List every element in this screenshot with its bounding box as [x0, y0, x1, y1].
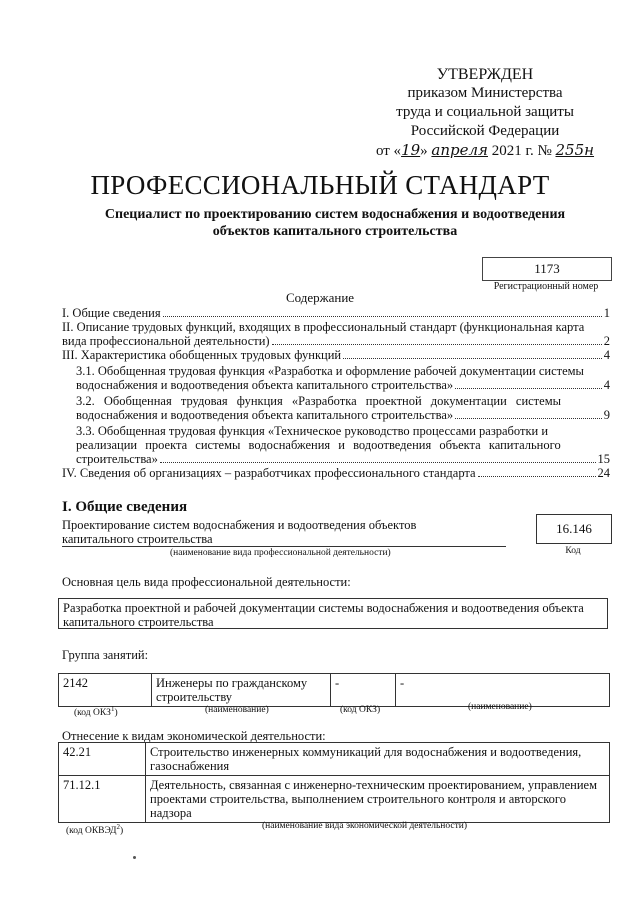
toc-item-3-2: [62, 394, 610, 422]
approval-line3: Российской Федерации: [410, 123, 560, 139]
activity-code-box: 16.146: [536, 514, 612, 544]
code-caption: Код: [565, 546, 581, 556]
document-subtitle: [40, 206, 630, 240]
goal-line1: Разработка проектной и рабочей документации системы водоснабжения и водоотведения объекта: [63, 601, 584, 615]
toc-item-2: [62, 320, 610, 348]
approval-line1: приказом Министерства: [407, 85, 563, 101]
toc-item-label: водоснабжения и водоотведения объекта капитального строительства»: [76, 378, 454, 392]
footnote-marker: 1: [110, 705, 115, 713]
scan-speck: [133, 856, 136, 859]
caption-econ-name: (наименование вида экономической деятельности): [262, 821, 467, 831]
activity-name: [62, 518, 506, 547]
toc-item-label: I. Общие сведения: [62, 306, 161, 320]
toc-item-label: 3.2. Обобщенная трудовая функция «Разработка проектной документации системы: [76, 394, 561, 408]
okz-code-1: 2142: [59, 674, 152, 707]
toc-item-label: IV. Сведения об организациях – разработчиках профессионального стандарта: [62, 466, 476, 480]
toc-page: 24: [597, 466, 610, 480]
toc-item-label: 3.3. Обобщенная трудовая функция «Техническое руководство процессами разработки и: [76, 424, 549, 438]
caption-okved-code-end: ): [119, 826, 124, 837]
toc-item-label: реализации проекта системы водоснабжения и водоотведения объекта капитального: [76, 438, 561, 452]
caption-okz-code: [74, 705, 118, 718]
group-label: Группа занятий:: [62, 648, 149, 662]
caption-okz-code-end: ): [114, 708, 118, 719]
okved-code: 42.21: [59, 743, 146, 776]
toc-page: 4: [603, 378, 610, 392]
toc-item-label: строительства»: [76, 452, 158, 466]
date-prefix: от «: [375, 143, 402, 159]
toc-item-label: II. Описание трудовых функций, входящих в профессиональный стандарт (функциональная карта: [62, 320, 585, 334]
econ-label: Отнесение к видам экономической деятельности:: [62, 729, 326, 743]
activity-line1: Проектирование систем водоснабжения и водоотведения объектов: [62, 518, 417, 532]
okved-name-line: надзора: [150, 806, 192, 820]
okz-name-1-line1: Инженеры по гражданскому: [156, 676, 308, 690]
subtitle-line2: объектов капитального строительства: [212, 224, 458, 239]
caption-okz-code-2: (код ОКЗ): [340, 705, 381, 715]
order-number-handwritten: 255н: [555, 141, 595, 159]
date-mid: »: [420, 143, 428, 159]
toc-item-label: водоснабжения и водоотведения объекта капитального строительства»: [76, 408, 454, 422]
caption-name-2: (наименование): [468, 702, 532, 712]
okved-name-line: Деятельность, связанная с инженерно-техническим проектированием, управлением: [150, 778, 598, 792]
approval-date: [355, 141, 615, 161]
approval-heading: УТВЕРЖДЕН: [436, 66, 534, 83]
toc-heading: Содержание: [285, 290, 355, 305]
table-row: [59, 743, 610, 776]
okved-name: [146, 776, 610, 823]
toc-item-label: III. Характеристика обобщенных трудовых функций: [62, 348, 342, 362]
date-month-handwritten: апреля: [431, 141, 488, 159]
toc-leader: [343, 358, 602, 359]
goal-label: Основная цель вида профессиональной деятельности:: [62, 575, 351, 589]
goal-box: [58, 598, 608, 629]
goal-line2: капитального строительства: [63, 615, 214, 629]
okz-name-1: [152, 674, 331, 707]
activity-caption: (наименование вида профессиональной деятельности): [170, 548, 391, 558]
okved-name: [146, 743, 610, 776]
footnote-marker: 2: [116, 823, 120, 831]
okved-name-line: газоснабжения: [150, 759, 230, 773]
okz-name-1-line2: строительству: [156, 690, 233, 704]
toc-item-4: [62, 466, 610, 480]
toc-page: 15: [597, 452, 610, 466]
date-day-handwritten: 19: [401, 141, 421, 159]
document-title: ПРОФЕССИОНАЛЬНЫЙ СТАНДАРТ: [90, 170, 550, 200]
toc-leader: [455, 388, 602, 389]
registration-number-box: 1173: [482, 257, 612, 281]
toc-item-3: [62, 348, 610, 362]
table-row: [59, 776, 610, 823]
toc-page: 1: [603, 306, 610, 320]
okz-code-2: -: [331, 674, 396, 707]
toc-leader: [272, 344, 602, 345]
econ-activity-table: [58, 742, 610, 823]
toc-item-3-1: [62, 364, 610, 392]
toc-leader: [163, 316, 602, 317]
okz-name-2: -: [396, 674, 610, 707]
toc-item-1: [62, 306, 610, 320]
toc-item-label: вида профессиональной деятельности): [62, 334, 270, 348]
okved-name-line: проектами строительства, выполнением строительного контроля и авторского: [150, 792, 566, 806]
caption-okved-code: [66, 823, 123, 836]
date-year: 2021 г. №: [491, 143, 552, 159]
toc-page: 9: [603, 408, 610, 422]
approval-line2: труда и социальной защиты: [396, 104, 574, 120]
toc-leader: [160, 462, 596, 463]
caption-okz-code-text: (код ОКЗ: [74, 708, 111, 719]
toc-page: 4: [603, 348, 610, 362]
caption-name-1: (наименование): [205, 705, 269, 715]
table-of-contents: [62, 306, 610, 480]
toc-page: 2: [603, 334, 610, 348]
registration-caption: Регистрационный номер: [493, 281, 599, 292]
okved-name-line: Строительство инженерных коммуникаций для водоснабжения и водоотведения,: [150, 745, 582, 759]
subtitle-line1: Специалист по проектированию систем водоснабжения и водоотведения: [104, 207, 566, 222]
toc-leader: [455, 418, 602, 419]
caption-okved-code-text: (код ОКВЭД: [66, 826, 117, 837]
toc-item-3-3: [62, 424, 610, 466]
toc-item-label: 3.1. Обобщенная трудовая функция «Разработка и оформление рабочей документации системы: [76, 364, 584, 378]
approval-block: [355, 65, 615, 161]
activity-line2: капитального строительства: [62, 532, 213, 546]
section-heading: I. Общие сведения: [62, 499, 188, 515]
toc-leader: [478, 476, 596, 477]
okved-code: 71.12.1: [59, 776, 146, 823]
